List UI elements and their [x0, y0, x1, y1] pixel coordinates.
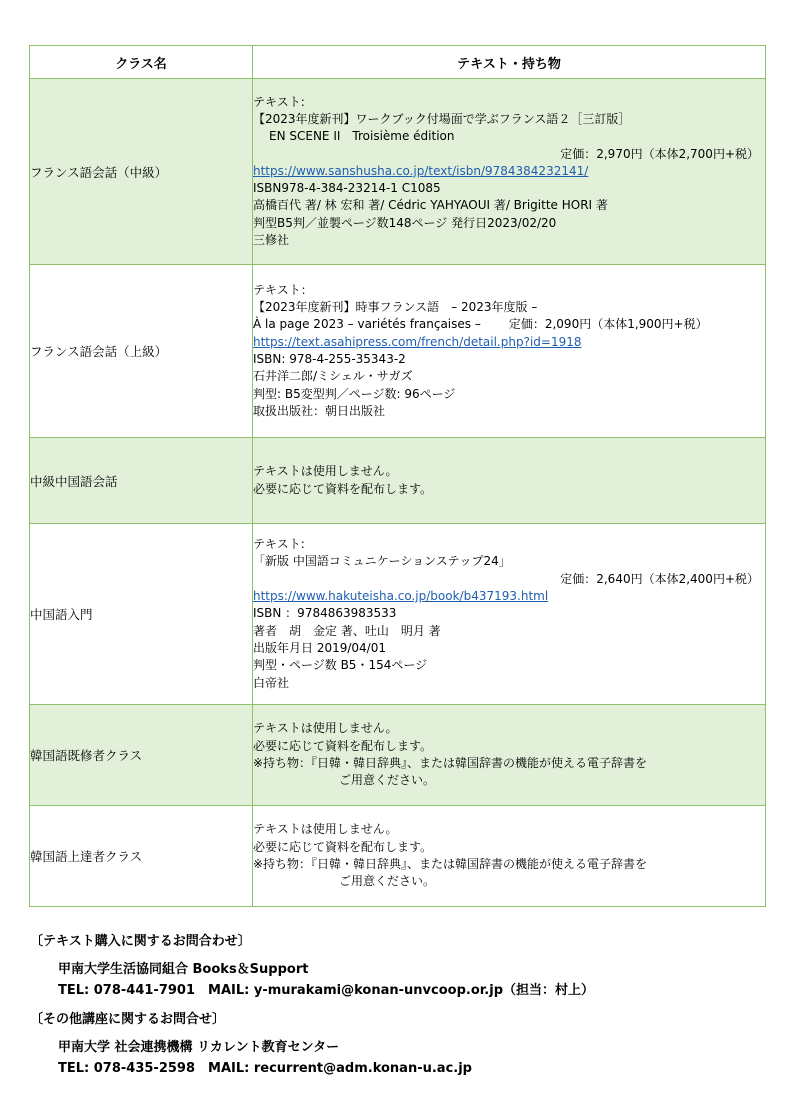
text-line: ご用意ください。 [339, 874, 436, 889]
publisher-line: 白帝社 [253, 675, 290, 690]
author-line: 著者 胡 金定 著、吐山 明月 著 [253, 623, 441, 638]
table-row [30, 438, 766, 524]
class-name: フランス語会話（上級） [30, 265, 253, 438]
text-line: EN SCENE II Troisième édition [269, 129, 455, 144]
text-line: テキスト: [253, 94, 305, 109]
format-line: 判型・ページ数 B5・154ページ [253, 658, 428, 673]
text-line: 必要に応じて資料を配布します。 [253, 839, 433, 854]
text-line: ※持ち物：『日韓・韓日辞典』、または韓国辞書の機能が使える電子辞書を [253, 756, 648, 770]
text-line: 「新版 中国語コミュニケーションステップ24」 [253, 554, 511, 569]
class-name: 韓国語既修者クラス [30, 705, 253, 806]
price-line: 定価：2,970円（本体2,700円+税） [560, 146, 759, 161]
contact-section [30, 928, 770, 1079]
course-table [29, 45, 766, 907]
center-name: 甲南大学 社会連携機構 リカレント教育センター [58, 1040, 340, 1055]
class-name: 中国語入門 [30, 524, 253, 705]
isbn-line: ISBN: 978-4-255-35343-2 [253, 352, 406, 366]
table-row [30, 705, 766, 806]
text-line [253, 316, 765, 333]
center-contact: TEL: 078-435-2598 MAIL: recurrent@adm.konan-u.ac.jp [58, 1061, 472, 1076]
price-line: 定価：2,640円（本体2,400円+税） [560, 571, 759, 586]
author-line: 石井洋二郎/ミシェル・サガズ [253, 369, 413, 384]
class-text-info [253, 79, 766, 265]
header-text-items: テキスト・持ち物 [253, 46, 766, 79]
class-text-info [253, 806, 766, 907]
text-purchase-header: 〔テキスト購入に関するお問合わせ〕 [30, 934, 251, 949]
format-line: 判型B5判／並製ページ数148ページ 発行日2023/02/20 [253, 215, 557, 230]
class-text-info [253, 438, 766, 524]
subtitle-text: À la page 2023 – variétés françaises – [253, 317, 481, 332]
table-row [30, 265, 766, 438]
coop-name: 甲南大学生活協同組合 Books＆Support [58, 962, 309, 977]
text-line: テキストは使用しません。 [253, 721, 398, 736]
text-line: テキストは使用しません。 [253, 822, 398, 837]
author-line: 高橋百代 著/ 林 宏和 著/ Cédric YAHYAOUI 著/ Brigitte HORI 著 [253, 198, 608, 213]
publisher-link[interactable]: https://www.sanshusha.co.jp/text/isbn/9784384232141/ [253, 163, 589, 178]
table-row [30, 79, 766, 265]
format-line: 判型: B5変型判／ページ数: 96ページ [253, 386, 456, 401]
publisher-link[interactable]: https://www.hakuteisha.co.jp/book/b437193.html [253, 589, 549, 604]
text-line: 必要に応じて資料を配布します。 [253, 481, 433, 496]
isbn-line: ISBN ：9784863983533 [253, 606, 397, 621]
table-row [30, 524, 766, 705]
publisher-line: 取扱出版社：朝日出版社 [253, 403, 386, 418]
class-name: 中級中国語会話 [30, 438, 253, 524]
text-line: ※持ち物：『日韓・韓日辞典』、または韓国辞書の機能が使える電子辞書を [253, 857, 648, 871]
other-course-header: 〔その他講座に関するお問合せ〕 [30, 1012, 226, 1027]
coop-contact: TEL: 078-441-7901 MAIL: y-murakami@konan-unvcoop.or.jp（担当：村上） [58, 983, 595, 998]
class-text-info [253, 265, 766, 438]
text-line: テキストは使用しません。 [253, 464, 398, 479]
date-line: 出版年月日 2019/04/01 [253, 640, 386, 655]
class-text-info [253, 524, 766, 705]
publisher-line: 三修社 [253, 233, 290, 248]
table-row [30, 806, 766, 907]
class-name: フランス語会話（中級） [30, 79, 253, 265]
text-line: ご用意ください。 [339, 773, 436, 788]
publisher-link[interactable]: https://text.asahipress.com/french/detail.php?id=1918 [253, 334, 582, 349]
table-header-row [30, 46, 766, 79]
header-class-name: クラス名 [30, 46, 253, 79]
text-line: 【2023年度新刊】時事フランス語 – 2023年度版 – [253, 300, 538, 315]
price-text: 定価：2,090円（本体1,900円+税） [508, 317, 708, 332]
text-line: 【2023年度新刊】ワークブック付場面で学ぶフランス語２［三訂版］ [253, 111, 631, 126]
isbn-line: ISBN978-4-384-23214-1 C1085 [253, 181, 441, 196]
class-text-info [253, 705, 766, 806]
class-name: 韓国語上達者クラス [30, 806, 253, 907]
text-line: テキスト: [253, 537, 305, 552]
text-line: 必要に応じて資料を配布します。 [253, 738, 433, 753]
text-line: テキスト： [253, 282, 313, 297]
